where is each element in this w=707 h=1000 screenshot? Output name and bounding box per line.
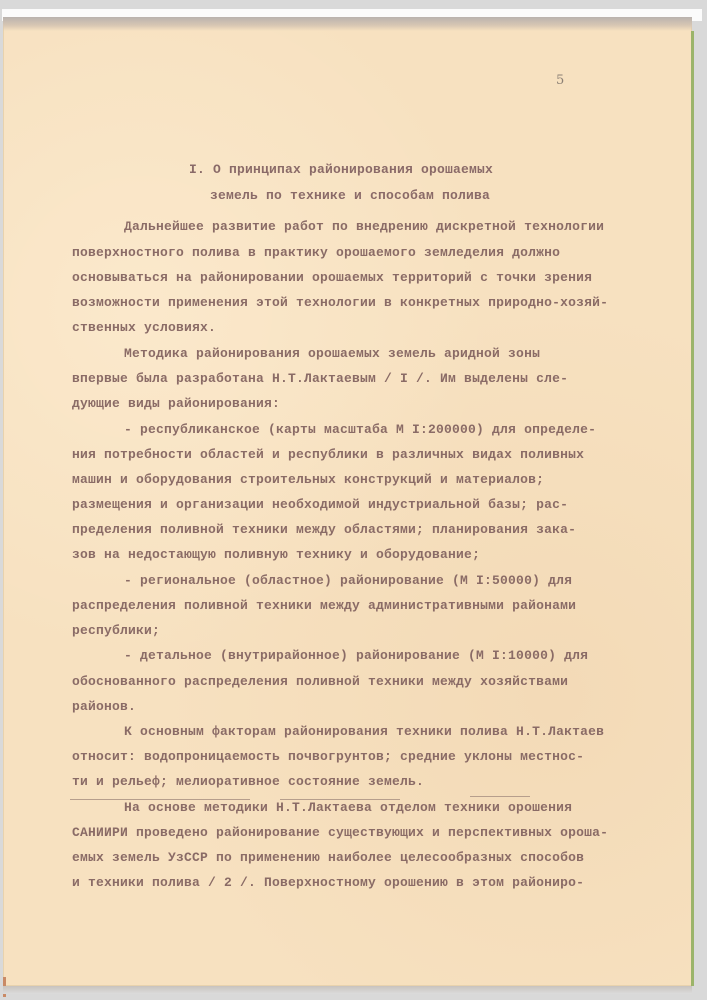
text-line: и техники полива / 2 /. Поверхностному орошению в этом райониро- [72, 875, 585, 890]
section-heading-line-2: земель по технике и способам полива [210, 188, 491, 203]
text-line: - детальное (внутрирайонное) районирование (М I:10000) для [124, 648, 589, 663]
text-line: Дальнейшее развитие работ по внедрению дискретной технологии [124, 219, 605, 234]
text-line: районов. [72, 699, 137, 714]
typed-rule-2 [280, 799, 400, 800]
text-line: обоснованного распределения поливной техники между хозяйствами [72, 674, 569, 689]
section-heading-line-1: I. О принципах районирования орошаемых [189, 162, 494, 177]
text-line: впервые была разработана Н.Т.Лактаевым / I /. Им выделены сле- [72, 371, 569, 386]
text-line: республики; [72, 623, 161, 638]
text-line: ственных условиях. [72, 320, 217, 335]
text-line: возможности применения этой технологии в конкретных природно-хозяй- [72, 295, 609, 310]
typed-rule-3 [470, 796, 530, 797]
page-bottom-shadow [3, 986, 692, 994]
text-line: основываться на районировании орошаемых территорий с точки зрения [72, 270, 593, 285]
text-line: поверхностного полива в практику орошаемого земледелия должно [72, 245, 561, 260]
text-line: распределения поливной техники между административными районами [72, 598, 577, 613]
text-line: САНИИРИ проведено районирование существующих и перспективных ороша- [72, 825, 609, 840]
text-line: - региональное (областное) районирование (М I:50000) для [124, 573, 573, 588]
text-line: размещения и организации необходимой индустриальной базы; рас- [72, 497, 569, 512]
text-line: зов на недостающую поливную технику и оборудование; [72, 547, 481, 562]
text-line: Методика районирования орошаемых земель аридной зоны [124, 346, 541, 361]
text-line: - республиканское (карты масштаба М I:200000) для определе- [124, 422, 597, 437]
text-line: К основным факторам районирования техники полива Н.Т.Лактаев [124, 724, 605, 739]
text-line: машин и оборудования строительных конструкций и материалов; [72, 472, 545, 487]
text-line: ти и рельеф; мелиоративное состояние земель. [72, 774, 425, 789]
text-line: ния потребности областей и республики в различных видах поливных [72, 447, 585, 462]
page-number: 5 [556, 73, 565, 88]
text-line: относит: водопроницаемость почвогрунтов; средние уклоны местнос- [72, 749, 585, 764]
text-line: дующие виды районирования: [72, 396, 281, 411]
page-top-shadow [3, 17, 692, 31]
page-right-edge [691, 31, 694, 986]
text-line: пределения поливной техники между областями; планирования зака- [72, 522, 577, 537]
text-line: На основе методики Н.Т.Лактаева отделом техники орошения [124, 800, 573, 815]
text-line: емых земель УзССР по применению наиболее целесообразных способов [72, 850, 585, 865]
typed-rule-1 [70, 799, 250, 800]
